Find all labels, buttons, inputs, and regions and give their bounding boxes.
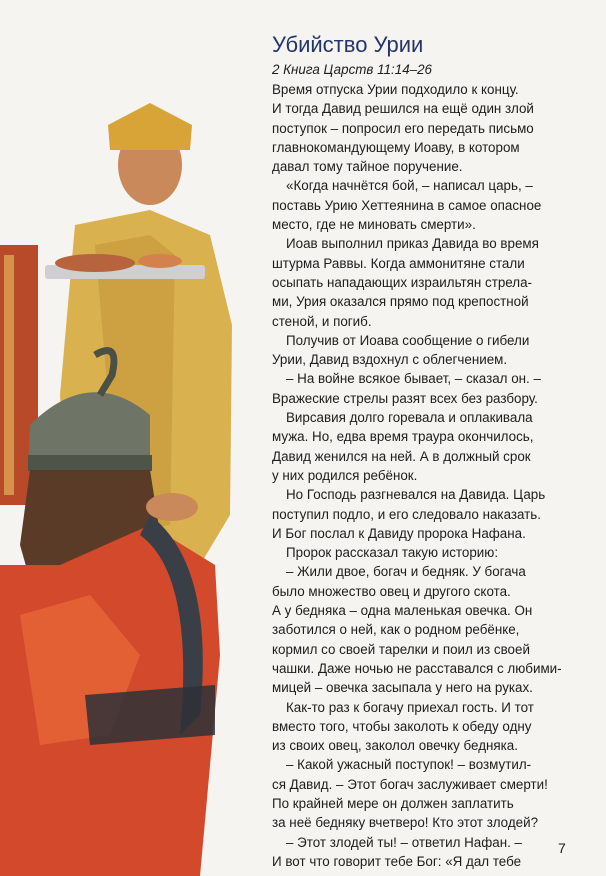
food-on-tray-2: [138, 254, 182, 268]
illustration-uriah-and-david: [0, 95, 250, 876]
hand-on-shoulder: [146, 493, 198, 521]
paragraph: [272, 698, 572, 756]
text-line: – Этот злодей ты! – ответил Нафан. –: [286, 834, 522, 850]
body-text: [272, 80, 572, 871]
text-line: По крайней мере он должен заплатить: [272, 795, 514, 811]
text-line: чашки. Даже ночью не расставался с любими-: [272, 660, 562, 676]
text-line: ми, Урия оказался прямо под крепостной: [272, 294, 529, 310]
text-line: за неё бедняку вчетверо! Кто этот злодей?: [272, 815, 539, 831]
paragraph: [272, 234, 572, 330]
paragraph: [272, 833, 572, 872]
page-number: 7: [558, 840, 566, 856]
text-line: И вот что говорит тебе Бог: «Я дал тебе: [272, 853, 522, 869]
text-line: заботился о ней, как о родном ребёнке,: [272, 622, 520, 638]
paragraph: [272, 485, 572, 543]
paragraph: [272, 176, 572, 234]
text-line: из своих овец, заколол овечку бедняка.: [272, 738, 518, 754]
text-line: стеной, и погиб.: [272, 313, 372, 329]
paragraph: [272, 562, 572, 697]
text-line: ся Давид. – Этот богач заслуживает смерти!: [272, 776, 548, 792]
illustration-drawing: [0, 95, 250, 876]
text-line: – Жили двое, богач и бедняк. У богача: [286, 564, 526, 580]
text-line: давал тому тайное поручение.: [272, 159, 463, 175]
text-line: у них родился ребёнок.: [272, 467, 418, 483]
paragraph: [272, 369, 572, 408]
text-line: Вражеские стрелы разят всех без разбору.: [272, 390, 538, 406]
text-line: – На войне всякое бывает, – сказал он. –: [286, 371, 541, 387]
paragraph: [272, 331, 572, 370]
text-line: А у бедняка – одна маленькая овечка. Он: [272, 603, 533, 619]
throne-ornament: [4, 255, 14, 495]
text-column: [272, 30, 572, 871]
text-line: место, где не миновать смерти».: [272, 217, 476, 233]
text-line: Пророк рассказал такую историю:: [286, 545, 499, 561]
text-line: Вирсавия долго горевала и оплакивала: [286, 410, 533, 426]
text-line: мужа. Но, едва время траура окончилось,: [272, 429, 534, 445]
text-line: Но Господь разгневался на Давида. Царь: [286, 487, 546, 503]
warrior-belt: [85, 685, 215, 745]
text-line: вместо того, чтобы заколоть к обеду одну: [272, 718, 532, 734]
text-line: поставь Урию Хеттеянина в самое опасное: [272, 197, 542, 213]
text-line: И тогда Давид решился на ещё один злой: [272, 101, 534, 117]
scripture-reference: 2 Книга Царств 11:14–26: [272, 62, 432, 77]
paragraph: [272, 80, 572, 176]
text-line: осыпать нападающих израильтян стрела-: [272, 274, 532, 290]
text-line: Время отпуска Урии подходило к концу.: [272, 82, 519, 97]
text-line: штурма Раввы. Когда аммонитяне стали: [272, 255, 525, 271]
food-on-tray: [55, 254, 135, 272]
paragraph: [272, 543, 572, 562]
text-line: главнокомандующему Иоаву, в котором: [272, 139, 520, 155]
helmet-band: [28, 455, 152, 471]
text-line: Как-то раз к богачу приехал гость. И тот: [286, 699, 534, 715]
paragraph: [272, 408, 572, 485]
text-line: мицей – овечка засыпала у него на руках.: [272, 680, 533, 696]
text-line: И Бог послал к Давиду пророка Нафана.: [272, 525, 526, 541]
text-line: Иоав выполнил приказ Давида во время: [286, 236, 539, 252]
text-line: Урии, Давид вздохнул с облегчением.: [272, 352, 508, 368]
text-line: было множество овец и другого скота.: [272, 583, 511, 599]
text-line: – Какой ужасный поступок! – возмутил-: [286, 757, 532, 773]
text-line: поступил подло, и его следовало наказать.: [272, 506, 541, 522]
text-line: поступок – попросил его передать письмо: [272, 120, 534, 136]
servant-cap: [108, 103, 192, 150]
text-line: Давид женился на ней. А в должный срок: [272, 448, 531, 464]
paragraph: [272, 755, 572, 832]
text-line: «Когда начнётся бой, – написал царь, –: [286, 178, 533, 194]
page-title: Убийство Урии: [272, 32, 424, 57]
text-line: кормил со своей тарелки и поил из своей: [272, 641, 530, 657]
text-line: Получив от Иоава сообщение о гибели: [286, 332, 530, 348]
